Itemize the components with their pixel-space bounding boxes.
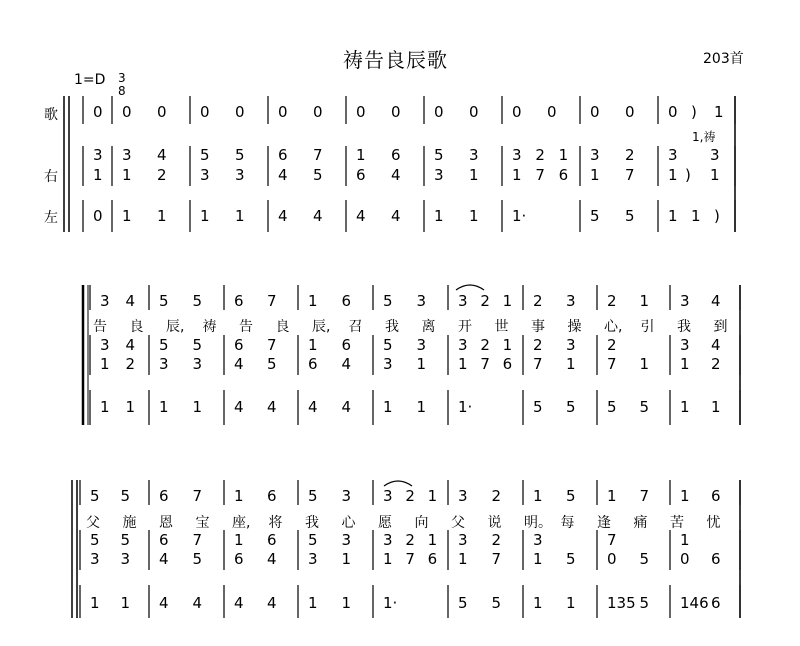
right-hand-upper-note: 3 <box>416 336 427 354</box>
left-hand-note: 1 <box>680 398 690 416</box>
left-hand-note: 4 <box>159 594 169 612</box>
right-hand-upper-note: 5 <box>434 146 444 164</box>
right-hand-upper-note: 6 <box>341 336 352 354</box>
right-hand-lower-note: 3 <box>434 166 444 184</box>
right-hand-upper-note: 5 <box>192 336 203 354</box>
left-hand-note: 1· <box>383 594 398 612</box>
right-hand-lower-note: 5 <box>639 550 650 568</box>
left-hand-note: 1 <box>157 207 167 225</box>
right-hand-lower-note: 4 <box>267 550 277 568</box>
right-hand-lower-note: 7 <box>405 550 415 568</box>
left-hand-note: 5 <box>625 207 635 225</box>
right-hand-upper-note: 5 <box>235 146 245 164</box>
lyric-char: 祷 <box>202 319 217 335</box>
lyric-char: 操 <box>567 319 582 335</box>
right-hand-lower-note: 1 <box>93 166 103 184</box>
lyric-char: 父 <box>451 515 465 531</box>
voice-note: 1 <box>714 103 724 121</box>
left-hand-note: 1 <box>192 398 203 416</box>
right-hand-lower-note: 6 <box>356 166 366 184</box>
lyric-char: 施 <box>122 515 137 531</box>
right-hand-lower-note: 0 <box>680 550 690 568</box>
left-hand-note: 4 <box>267 594 277 612</box>
right-hand-lower-note: 4 <box>391 166 401 184</box>
pickup-lyric: 1,祷 <box>692 130 716 144</box>
slur-mark <box>384 481 412 486</box>
right-hand-lower-note: 6 <box>558 166 569 184</box>
left-hand-note: 5 <box>639 594 650 612</box>
right-hand-lower-note: 1 <box>383 550 393 568</box>
right-hand-lower-note: 3 <box>120 550 131 568</box>
left-hand-note: 1 <box>100 398 110 416</box>
left-hand-note: 4 <box>267 398 277 416</box>
left-hand-note: 0 <box>93 207 103 225</box>
right-hand-lower-note: 1 <box>533 550 543 568</box>
right-hand-lower-note: 1 <box>458 550 468 568</box>
right-hand-lower-note: 1 <box>416 355 427 373</box>
left-hand-note: 1 <box>434 207 444 225</box>
voice-note: 3 <box>680 292 690 310</box>
voice-note: 0 <box>469 103 479 121</box>
left-hand-note: 4 <box>341 398 352 416</box>
lyric-char: 说 <box>487 515 502 531</box>
voice-note: 1 <box>639 292 650 310</box>
right-hand-lower-note: 6 <box>234 550 244 568</box>
left-hand-note: 1 <box>90 594 100 612</box>
right-hand-lower-note: 7 <box>491 550 502 568</box>
right-hand-lower-note: 7 <box>535 166 545 184</box>
lyric-char: 告 <box>239 319 253 335</box>
voice-note: 1 <box>234 487 244 505</box>
lyric-char: 我 <box>677 319 691 335</box>
voice-note: 2 <box>607 292 617 310</box>
right-hand-upper-note: 4 <box>157 146 167 164</box>
left-hand-note: ) <box>714 207 720 225</box>
right-hand-upper-note: 6 <box>391 146 401 164</box>
voice-note: 0 <box>93 103 103 121</box>
right-hand-lower-note: 1 <box>341 550 352 568</box>
left-hand-note: 1· <box>458 398 473 416</box>
slur-mark <box>456 285 484 290</box>
left-hand-note: 1 <box>711 398 721 416</box>
right-hand-upper-note: 6 <box>267 531 277 549</box>
voice-note: 2 <box>491 487 502 505</box>
key-signature: 1=D <box>74 72 106 88</box>
left-hand-note: 5 <box>533 398 543 416</box>
right-hand-lower-note: 5 <box>267 355 277 373</box>
voice-note: 1 <box>308 292 318 310</box>
right-hand-upper-note: 7 <box>313 146 323 164</box>
left-hand-note: 4 <box>278 207 288 225</box>
right-hand-upper-note: 1 <box>234 531 244 549</box>
lyric-char: 忧 <box>706 515 721 531</box>
lyric-char: 离 <box>421 319 436 335</box>
voice-note: 4 <box>711 292 721 310</box>
left-hand-note: 4 <box>234 398 244 416</box>
right-hand-lower-note: 1 <box>512 166 522 184</box>
left-hand-note: 1 <box>200 207 210 225</box>
right-hand-lower-note: 4 <box>234 355 244 373</box>
right-hand-upper-note: 7 <box>192 531 203 549</box>
voice-note: 7 <box>267 292 277 310</box>
left-hand-note: 4 <box>308 398 318 416</box>
left-hand-note: 1 <box>566 594 576 612</box>
left-hand-note: 4 <box>234 594 244 612</box>
voice-note: 1 <box>533 487 543 505</box>
lyric-char: 告 <box>93 319 107 335</box>
right-hand-upper-note: 5 <box>159 336 169 354</box>
voice-note: ) <box>691 103 697 121</box>
right-hand-lower-note: 3 <box>90 550 100 568</box>
right-hand-upper-note: 2 <box>535 146 545 164</box>
right-hand-lower-note: 4 <box>159 550 169 568</box>
right-hand-upper-note: 2 <box>491 531 502 549</box>
voice-note: 3 <box>566 292 576 310</box>
left-hand-note: 5 <box>566 398 576 416</box>
voice-note: 0 <box>313 103 323 121</box>
voice-note: 3 <box>100 292 110 310</box>
right-hand-upper-note: 1 <box>558 146 569 164</box>
left-hand-note: 1 <box>383 398 393 416</box>
right-hand-lower-note: 6 <box>308 355 318 373</box>
voice-note: 5 <box>383 292 393 310</box>
left-hand-note: 4 <box>192 594 203 612</box>
lyric-char: 事 <box>531 319 545 335</box>
song-count: 203首 <box>703 51 744 67</box>
voice-note: 2 <box>405 487 415 505</box>
right-hand-lower-note: 2 <box>157 166 167 184</box>
lyric-char: 开 <box>458 319 472 335</box>
left-hand-note: 1 <box>533 594 543 612</box>
lyric-char: 明。 <box>524 515 552 531</box>
left-hand-note: 1 <box>469 207 479 225</box>
voice-note: 1 <box>607 487 617 505</box>
right-hand-lower-note: 1 <box>100 355 110 373</box>
right-hand-upper-note: 5 <box>383 336 393 354</box>
voice-note: 5 <box>308 487 318 505</box>
right-hand-upper-note: 3 <box>122 146 132 164</box>
lyric-char: 宝 <box>195 515 210 531</box>
right-hand-upper-note: 6 <box>278 146 288 164</box>
right-hand-upper-note: 1 <box>502 336 513 354</box>
right-hand-lower-note: 1 <box>639 355 650 373</box>
right-hand-lower-note: 1 <box>469 166 479 184</box>
left-hand-label: 左 <box>44 210 58 226</box>
right-hand-upper-note: 4 <box>711 336 721 354</box>
voice-note: 3 <box>383 487 393 505</box>
lyric-char: 辰, <box>166 319 185 335</box>
right-hand-lower-note: 1 <box>566 355 576 373</box>
left-hand-note: 1 <box>668 207 678 225</box>
left-hand-note: 5 <box>458 594 468 612</box>
right-hand-upper-note: 3 <box>469 146 479 164</box>
left-hand-note: 1 <box>122 207 132 225</box>
left-hand-note: 1 <box>691 207 701 225</box>
time-signature-bottom: 8 <box>118 84 126 98</box>
lyric-char: 愿 <box>378 515 392 531</box>
right-hand-upper-note: 3 <box>533 531 543 549</box>
voice-note: 1 <box>502 292 513 310</box>
voice-note: 1 <box>427 487 438 505</box>
right-hand-lower-note: 3 <box>235 166 245 184</box>
left-hand-note: 4 <box>313 207 323 225</box>
voice-note: 0 <box>157 103 167 121</box>
left-hand-note: 1 <box>416 398 427 416</box>
voice-note: 5 <box>566 487 576 505</box>
lyric-char: 向 <box>414 515 429 531</box>
voice-note: 0 <box>434 103 444 121</box>
voice-note: 0 <box>547 103 557 121</box>
right-hand-upper-note: 4 <box>125 336 136 354</box>
right-hand-lower-note: 2 <box>125 355 136 373</box>
lyric-char: 良 <box>129 319 144 335</box>
right-hand-lower-note: 3 <box>308 550 318 568</box>
lyric-char: 每 <box>560 515 575 531</box>
voice-part-label: 歌 <box>44 107 58 123</box>
voice-note: 6 <box>267 487 277 505</box>
right-hand-lower-note: 6 <box>502 355 513 373</box>
lyric-char: 引 <box>640 319 655 335</box>
left-hand-note: 6 <box>711 594 721 612</box>
right-hand-lower-note: 3 <box>159 355 169 373</box>
voice-note: 0 <box>391 103 401 121</box>
lyric-char: 我 <box>385 319 399 335</box>
voice-note: 5 <box>120 487 131 505</box>
voice-note: 0 <box>625 103 635 121</box>
lyric-char: 辰, <box>312 319 331 335</box>
right-hand-upper-note: 1 <box>308 336 318 354</box>
right-hand-upper-note: 2 <box>405 531 415 549</box>
voice-note: 0 <box>122 103 132 121</box>
lyric-char: 召 <box>348 319 363 335</box>
lyric-char: 心 <box>341 515 356 531</box>
lyric-char: 座, <box>232 515 251 531</box>
right-hand-lower-note: 7 <box>607 355 617 373</box>
lyric-char: 父 <box>86 515 100 531</box>
lyric-char: 苦 <box>670 515 684 531</box>
right-hand-upper-note: 3 <box>341 531 352 549</box>
right-hand-label: 右 <box>44 169 58 185</box>
right-hand-lower-note: 5 <box>566 550 576 568</box>
right-hand-upper-note: 2 <box>480 336 490 354</box>
right-hand-upper-note: 6 <box>159 531 169 549</box>
right-hand-lower-note: 1 <box>122 166 132 184</box>
left-hand-note: 5 <box>607 398 617 416</box>
left-hand-note: 1· <box>512 207 527 225</box>
voice-note: 0 <box>235 103 245 121</box>
right-hand-upper-note: 3 <box>383 531 393 549</box>
left-hand-note: 5 <box>491 594 502 612</box>
right-hand-lower-note: 1 <box>458 355 468 373</box>
right-hand-lower-note: 7 <box>533 355 543 373</box>
right-hand-upper-note: 7 <box>607 531 617 549</box>
voice-note: 6 <box>234 292 244 310</box>
right-hand-upper-note: 1 <box>427 531 438 549</box>
voice-note: 6 <box>341 292 352 310</box>
voice-note: 0 <box>512 103 522 121</box>
right-hand-lower-note: 7 <box>480 355 490 373</box>
right-hand-upper-note: 3 <box>458 531 468 549</box>
left-hand-note: 1 <box>308 594 318 612</box>
right-hand-upper-note: 3 <box>680 336 690 354</box>
voice-note: 0 <box>356 103 366 121</box>
lyric-char: 世 <box>494 319 509 335</box>
right-hand-lower-note: 6 <box>711 550 721 568</box>
left-hand-note: 5 <box>639 398 650 416</box>
right-hand-lower-note: 4 <box>341 355 352 373</box>
right-hand-upper-note: 2 <box>625 146 635 164</box>
right-hand-lower-note: 5 <box>313 166 323 184</box>
voice-note: 4 <box>125 292 136 310</box>
right-hand-upper-note: 5 <box>308 531 318 549</box>
right-hand-upper-note: 3 <box>668 146 678 164</box>
time-signature-top: 3 <box>118 71 126 85</box>
right-hand-lower-note: ) <box>685 166 691 184</box>
lyric-char: 良 <box>275 319 290 335</box>
voice-note: 3 <box>416 292 427 310</box>
lyric-char: 痛 <box>633 515 648 531</box>
right-hand-lower-note: 3 <box>383 355 393 373</box>
right-hand-upper-note: 7 <box>267 336 277 354</box>
right-hand-upper-note: 5 <box>200 146 210 164</box>
right-hand-lower-note: 6 <box>427 550 438 568</box>
voice-note: 7 <box>639 487 650 505</box>
right-hand-upper-note: 5 <box>120 531 131 549</box>
lyric-char: 恩 <box>159 515 173 531</box>
left-hand-note: 5 <box>590 207 600 225</box>
lyric-char: 逢 <box>597 515 611 531</box>
voice-note: 7 <box>192 487 203 505</box>
voice-note: 0 <box>278 103 288 121</box>
voice-note: 5 <box>159 292 169 310</box>
voice-note: 6 <box>159 487 169 505</box>
left-hand-note: 1 <box>235 207 245 225</box>
lyric-char: 心, <box>604 319 623 335</box>
voice-note: 6 <box>711 487 721 505</box>
left-hand-note: 1 <box>159 398 169 416</box>
left-hand-note: 1 <box>125 398 136 416</box>
right-hand-upper-note: 6 <box>234 336 244 354</box>
right-hand-lower-note: 1 <box>668 166 678 184</box>
left-hand-note: 4 <box>391 207 401 225</box>
left-hand-note: 146 <box>680 594 709 612</box>
right-hand-upper-note: 3 <box>566 336 576 354</box>
right-hand-lower-note: 7 <box>625 166 635 184</box>
right-hand-lower-note: 3 <box>200 166 210 184</box>
right-hand-upper-note: 3 <box>590 146 600 164</box>
right-hand-upper-note: 3 <box>100 336 110 354</box>
voice-note: 0 <box>590 103 600 121</box>
left-hand-note: 1 <box>341 594 352 612</box>
lyric-char: 将 <box>268 515 283 531</box>
lyric-char: 到 <box>713 319 728 335</box>
right-hand-lower-note: 2 <box>711 355 721 373</box>
page-title: 祷告良辰歌 <box>343 48 448 72</box>
voice-note: 5 <box>90 487 100 505</box>
right-hand-upper-note: 5 <box>90 531 100 549</box>
left-hand-note: 1 <box>120 594 131 612</box>
right-hand-lower-note: 5 <box>192 550 203 568</box>
right-hand-lower-note: 1 <box>710 166 720 184</box>
right-hand-upper-note: 3 <box>710 146 720 164</box>
right-hand-upper-note: 2 <box>533 336 543 354</box>
right-hand-lower-note: 4 <box>278 166 288 184</box>
right-hand-lower-note: 3 <box>192 355 203 373</box>
right-hand-upper-note: 3 <box>458 336 468 354</box>
left-hand-note: 4 <box>356 207 366 225</box>
right-hand-upper-note: 3 <box>93 146 103 164</box>
right-hand-upper-note: 2 <box>607 336 617 354</box>
right-hand-lower-note: 1 <box>590 166 600 184</box>
voice-note: 0 <box>200 103 210 121</box>
voice-note: 0 <box>668 103 678 121</box>
right-hand-upper-note: 1 <box>356 146 366 164</box>
voice-note: 3 <box>341 487 352 505</box>
voice-note: 5 <box>192 292 203 310</box>
left-hand-note: 135 <box>607 594 636 612</box>
voice-note: 2 <box>533 292 543 310</box>
right-hand-lower-note: 1 <box>680 355 690 373</box>
voice-note: 3 <box>458 292 468 310</box>
lyric-char: 我 <box>305 515 319 531</box>
right-hand-upper-note: 1 <box>680 531 690 549</box>
right-hand-upper-note: 3 <box>512 146 522 164</box>
voice-note: 3 <box>458 487 468 505</box>
right-hand-lower-note: 0 <box>607 550 617 568</box>
voice-note: 2 <box>480 292 490 310</box>
voice-note: 1 <box>680 487 690 505</box>
